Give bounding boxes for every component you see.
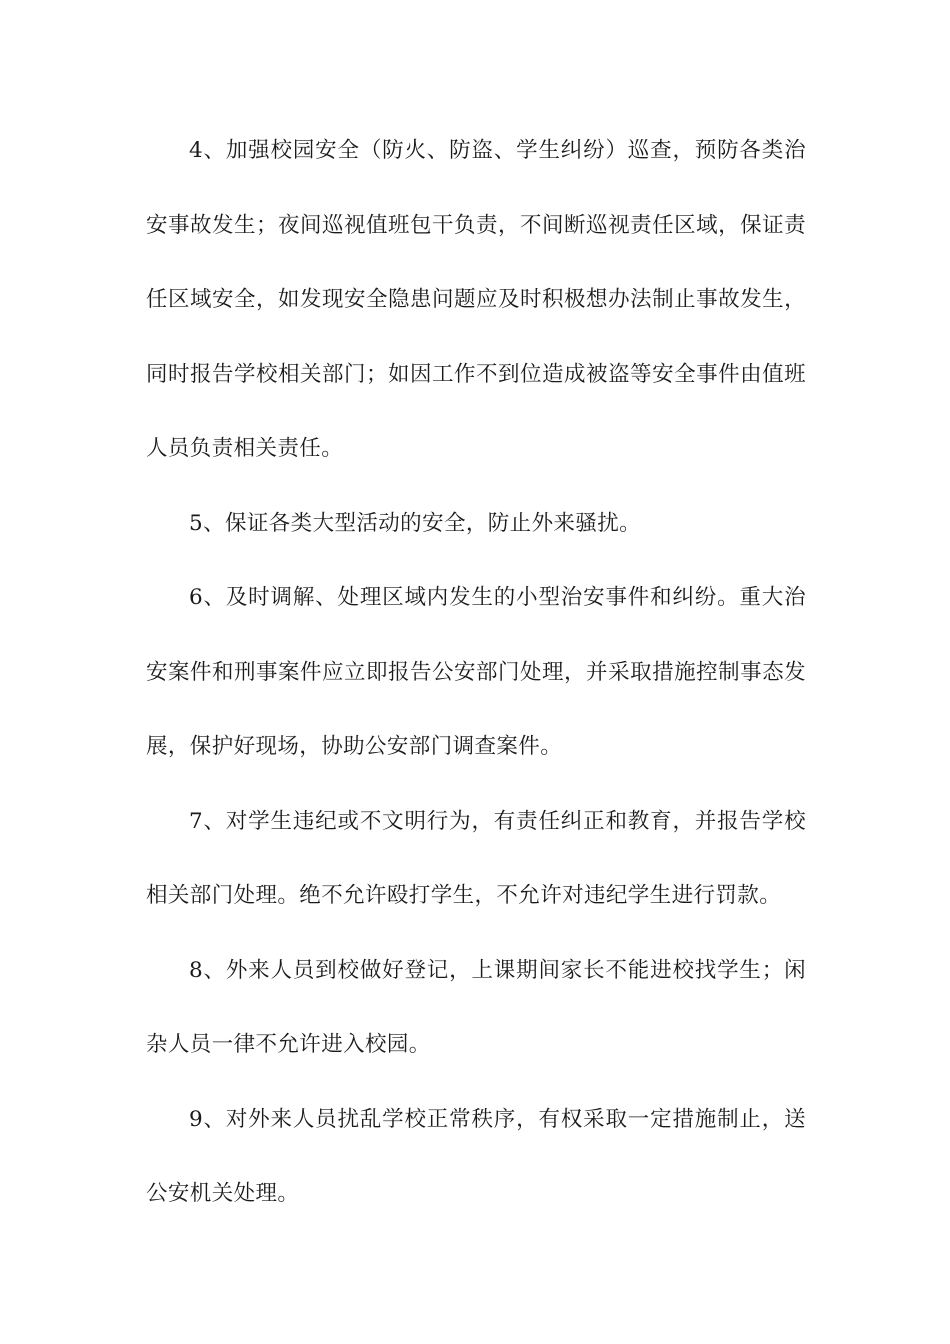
paragraph-item-8: 8、外来人员到校做好登记，上课期间家长不能进校找学生；闲杂人员一律不允许进入校园。 xyxy=(146,957,806,1057)
paragraph-item-5: 5、保证各类大型活动的安全，防止外来骚扰。 xyxy=(189,510,642,536)
paragraph-item-9: 9、对外来人员扰乱学校正常秩序，有权采取一定措施制止，送公安机关处理。 xyxy=(146,1106,806,1206)
document-body xyxy=(146,114,806,1232)
paragraph-item-7: 7、对学生违纪或不文明行为，有责任纠正和教育，并报告学校相关部门处理。绝不允许殴打学生，不允许对违纪学生进行罚款。 xyxy=(146,808,806,908)
paragraph-item-6: 6、及时调解、处理区域内发生的小型治安事件和纠纷。重大治安案件和刑事案件应立即报告公安部门处理，并采取措施控制事态发展，保护好现场，协助公安部门调查案件。 xyxy=(146,585,806,759)
paragraph-item-4: 4、加强校园安全（防火、防盗、学生纠纷）巡查，预防各类治安事故发生；夜间巡视值班包干负责，不间断巡视责任区域，保证责任区域安全，如发现安全隐患问题应及时积极想办法制止事故发生，同时报告学校相关部门；如因工作不到位造成被盗等安全事件由值班人员负责相关责任。 xyxy=(146,138,806,461)
